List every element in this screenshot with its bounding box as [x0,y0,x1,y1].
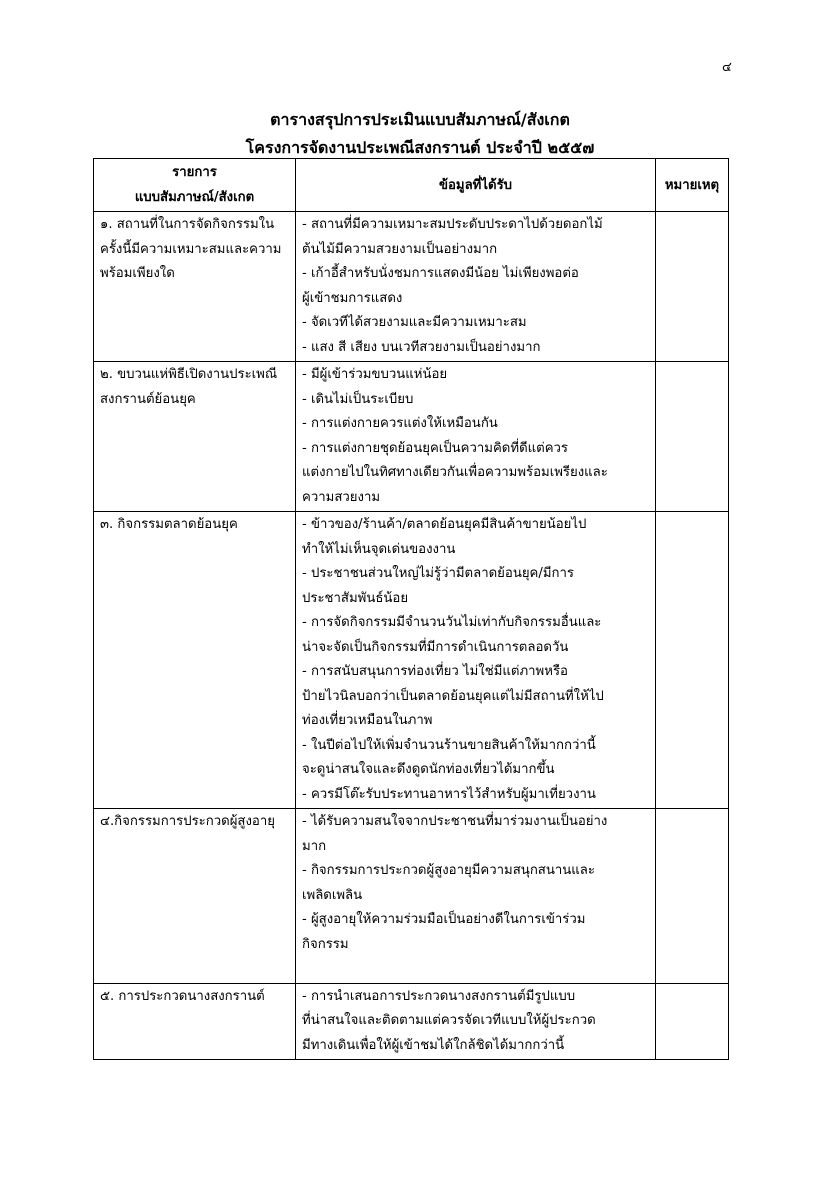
text-line: ผู้เข้าชมการแสดง [302,290,403,306]
note-cell [656,512,729,809]
text-line: จะดูน่าสนใจและดึงดูดนักท่องเที่ยวได้มากขึ้น [302,762,555,777]
text-line: - ประชาชนส่วนใหญ่ไม่รู้ว่ามีตลาดย้อนยุค/มีการ [302,566,574,581]
text-line: มีทางเดินเพื่อให้ผู้เข้าชมได้ใกล้ชิดได้มากกว่านี้ [302,1037,565,1053]
text-line: พร้อมเพียงใด [100,266,175,281]
text-line: กิจกรรม [302,936,349,952]
table-row [94,983,729,1060]
text-line: - สถานที่มีความเหมาะสมประดับประดาไปด้วยดอกไม้ [302,217,603,232]
table-row [94,212,729,362]
text-line: น่าจะจัดเป็นกิจกรรมที่มีการดำเนินการตลอดวัน [302,639,569,655]
text-line: ความสวยงาม [302,489,381,505]
text-line: - จัดเวทีได้สวยงามและมีความเหมาะสม [302,315,527,330]
table-header-row [94,159,729,212]
text-line: ๕. การประกวดนางสงกรานต์ [100,988,265,1004]
info-cell [296,983,656,1060]
text-line: - ควรมีโต๊ะรับประทานอาหารไว้สำหรับผู้มาเที่ยวงาน [302,786,596,802]
text-line: - การจัดกิจกรรมมีจำนวนวันไม่เท่ากับกิจกรรมอื่นและ [302,615,602,630]
page-number: ๔ [722,60,732,75]
info-cell [296,512,656,809]
text-line: - กิจกรรมการประกวดผู้สูงอายุมีความสนุกสนานและ [302,863,595,878]
note-column-header: หมายเหตุ [656,159,729,212]
item-cell [94,809,296,984]
text-line: มาก [302,838,327,854]
info-cell [296,212,656,362]
table-row [94,362,729,512]
text-line: เพลิดเพลิน [302,887,363,903]
note-cell [656,212,729,362]
item-cell [94,362,296,512]
text-line: - การแต่งกายควรแต่งให้เหมือนกัน [302,416,498,431]
document-title: ตารางสรุปการประเมินแบบสัมภาษณ์/สังเกต [270,110,570,129]
text-line: - เดินไม่เป็นระเบียบ [302,391,414,407]
text-line: - การสนับสนุนการท่องเที่ยว ไม่ใช่มีแต่ภาพหรือ [302,664,568,679]
table-row [94,512,729,809]
note-cell [656,362,729,512]
text-line: สงกรานต์ย้อนยุค [100,391,196,407]
text-line: - ได้รับความสนใจจากประชาชนที่มาร่วมงานเป็นอย่าง [302,814,608,829]
text-line: ๒. ขบวนแห่พิธีเปิดงานประเพณี [100,367,278,382]
item-column-header: รายการ แบบสัมภาษณ์/สังเกต [94,159,296,212]
table-row [94,809,729,984]
item-cell [94,983,296,1060]
text-line: - การแต่งกายชุดย้อนยุคเป็นความคิดที่ดีแต่ควร [302,440,569,456]
text-line: - การนำเสนอการประกวดนางสงกรานต์มีรูปแบบ [302,988,576,1004]
text-line: - เก้าอี้สำหรับนั่งชมการแสดงมีน้อย ไม่เพียงพอต่อ [302,266,579,281]
text-line: - มีผู้เข้าร่วมขบวนแห่น้อย [302,367,448,382]
item-cell [94,512,296,809]
text-line: - ผู้สูงอายุให้ความร่วมมือเป็นอย่างดีในการเข้าร่วม [302,912,586,927]
text-line: ครั้งนี้มีความเหมาะสมและความ [100,241,282,257]
text-line: ประชาสัมพันธ์น้อย [302,590,409,606]
text-line: - แสง สี เสียง บนเวทีสวยงามเป็นอย่างมาก [302,339,541,355]
text-line: ที่น่าสนใจและติดตามแต่ควรจัดเวทีแบบให้ผู้ประกวด [302,1013,596,1028]
text-line: ๓. กิจกรรมตลาดย้อนยุค [100,517,238,532]
text-line: ๑. สถานที่ในการจัดกิจกรรมใน [100,217,275,232]
info-cell [296,362,656,512]
text-line: ๔.กิจกรรมการประกวดผู้สูงอายุ [100,814,275,829]
text-line: แต่งกายไปในทิศทางเดียวกันเพื่อความพร้อมเพรียงและ [302,465,608,480]
note-cell [656,809,729,984]
text-line: - ข้าวของ/ร้านค้า/ตลาดย้อนยุคมีสินค้าขายน้อยไป [302,517,587,532]
text-line [302,957,649,982]
text-line: ทำให้ไม่เห็นจุดเด่นของงาน [302,541,456,557]
info-column-header: ข้อมูลที่ได้รับ [296,159,656,212]
text-line: ต้นไม้มีความสวยงามเป็นอย่างมาก [302,241,498,257]
evaluation-summary-table [93,158,729,1060]
info-cell [296,809,656,984]
note-cell [656,983,729,1060]
document-subtitle: โครงการจัดงานประเพณีสงกรานต์ ประจำปี ๒๕๕๗ [245,138,595,157]
text-line: ป้ายไวนิลบอกว่าเป็นตลาดย้อนยุคแต่ไม่มีสถานที่ให้ไป [302,688,604,704]
text-line: ท่องเที่ยวเหมือนในภาพ [302,713,433,728]
text-line: - ในปีต่อไปให้เพิ่มจำนวนร้านขายสินค้าให้มากกว่านี้ [302,737,596,753]
item-cell [94,212,296,362]
